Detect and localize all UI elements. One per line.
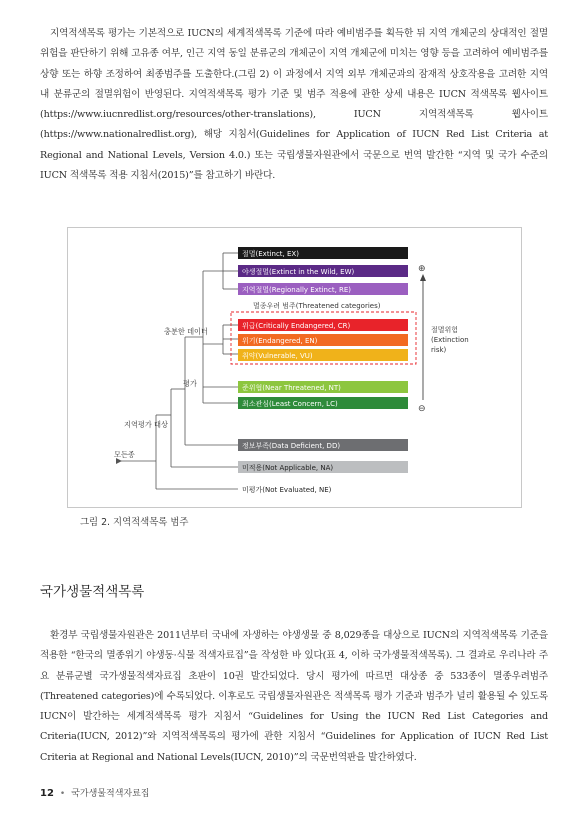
- svg-text:준위협(Near Threatened, NT): 준위협(Near Threatened, NT): [242, 384, 341, 392]
- svg-text:취약(Vulnerable, VU): 취약(Vulnerable, VU): [242, 352, 313, 360]
- risk-arrow-icon: [420, 274, 426, 281]
- svg-text:최소관심(Least Concern, LC): 최소관심(Least Concern, LC): [242, 400, 338, 408]
- threatened-header: 멸종우려 범주(Threatened categories): [253, 302, 381, 310]
- svg-text:미적용(Not Applicable, NA): 미적용(Not Applicable, NA): [242, 464, 334, 472]
- body-paragraph: 환경부 국립생물자원관은 2011년부터 국내에 자생하는 야생생물 중 8,029종을 대상으로 IUCN의 지역적색목록 기준을 적용한 “한국의 멸종위기 야생동·식물 적색자료집”을 작성한 바 있다(표 4, 이하 국가생물적색목록). 그 결과로 우리나라 주요 분류군별 국가생물적색자료집 초판이 10권 발간되었다. 당시 평가에 따르면 대상종 중 533종이 멸종우려범주(Threatened categories)에 수록되었다. 이후로도 국립생물자원관은 적색목록 평가 기준과 범주가 널리 활용될 수 있도록 IUCN이 발간하는 세계적색목록 평가 지침서 “Guidelines for Using the IUCN Red List Categories and Criteria(IUCN, 2012)”와 지역적색목록의 평가에 관한 지침서 “Guidelines for Application of IUCN Red List Criteria at Regional and National Levels(IUCN, 2010)”의 국문번역판을 발간하였다.: [40, 630, 548, 763]
- nt-bar: [238, 381, 408, 393]
- svg-text:위기(Endangered, EN): 위기(Endangered, EN): [242, 337, 318, 345]
- cr-bar: [238, 319, 408, 331]
- figure-caption: 그림 2. 지역적색목록 범주: [80, 517, 189, 528]
- publication-name: 국가생물적색자료집: [71, 789, 150, 799]
- label-adequate-data: 충분한 데이터: [164, 327, 208, 336]
- section-title: 국가생물적색목록: [40, 584, 145, 600]
- lc-bar: [238, 397, 408, 409]
- category-diagram: [68, 228, 521, 507]
- svg-text:위급(Critically Endangered, CR): 위급(Critically Endangered, CR): [242, 322, 351, 330]
- plus-icon: ⊕: [418, 264, 426, 274]
- label-regional-eval: 지역평가 대상: [124, 420, 168, 429]
- page-number: 12: [40, 788, 54, 799]
- svg-text:정보부족(Data Deficient, DD): 정보부족(Data Deficient, DD): [242, 442, 341, 450]
- figure-regional-red-list-categories: [67, 227, 522, 508]
- risk-label-en1: (Extinction: [431, 336, 469, 344]
- svg-text:지역절멸(Regionally Extinct, RE): 지역절멸(Regionally Extinct, RE): [242, 286, 352, 294]
- intro-paragraph: 지역적색목록 평가는 기본적으로 IUCN의 세계적색목록 기준에 따라 예비범주를 획득한 뒤 지역 개체군의 상대적인 절멸위험을 판단하기 위해 고유종 여부, 인근 지역 동일 분류군의 개체군이 지역 개체군에 미치는 영향 등을 고려하여 예비범주를 상향 또는 하향 조정하여 최종범주를 도출한다.(그림 2) 이 과정에서 지역 외부 개체군과의 잠재적 상호작용을 고려한 지역 내 분류군의 절멸위험이 반영된다. 지역적색목록 평가 기준 및 범주 적용에 관한 상세 내용은 IUCN 적색목록 웹사이트(https://www.iucnredlist.org/resources/other-translations), IUCN 지역적색목록 웹사이트(https://www.nationalredlist.org), 해당 지침서(Guidelines for Application of IUCN Red List Criteria at Regional and National Levels, Version 4.0.) 또는 국립생물자원관에서 국문으로 번역 발간한 “지역 및 국가 수준의 IUCN 적색목록 적용 지침서(2015)”를 참고하기 바란다.: [40, 28, 548, 182]
- label-all-species: 모든종: [114, 450, 135, 459]
- svg-text:야생절멸(Extinct in the Wild, EW): 야생절멸(Extinct in the Wild, EW): [242, 268, 355, 276]
- risk-label: 절멸위험: [431, 326, 459, 334]
- svg-text:미평가(Not Evaluated, NE): 미평가(Not Evaluated, NE): [242, 486, 332, 494]
- vu-bar: [238, 349, 408, 361]
- ex-bar: [238, 247, 408, 259]
- na-bar: [238, 461, 408, 473]
- risk-label-en2: risk): [431, 346, 447, 354]
- ne-bar: [238, 483, 408, 495]
- label-evaluated: 평가: [183, 379, 197, 388]
- ew-bar: [238, 265, 408, 277]
- page-footer: [40, 786, 149, 799]
- re-bar: [238, 283, 408, 295]
- en-bar: [238, 334, 408, 346]
- minus-icon: ⊖: [418, 404, 426, 414]
- dd-bar: [238, 439, 408, 451]
- bullet-icon: •: [59, 789, 66, 799]
- svg-text:절멸(Extinct, EX): 절멸(Extinct, EX): [242, 250, 299, 258]
